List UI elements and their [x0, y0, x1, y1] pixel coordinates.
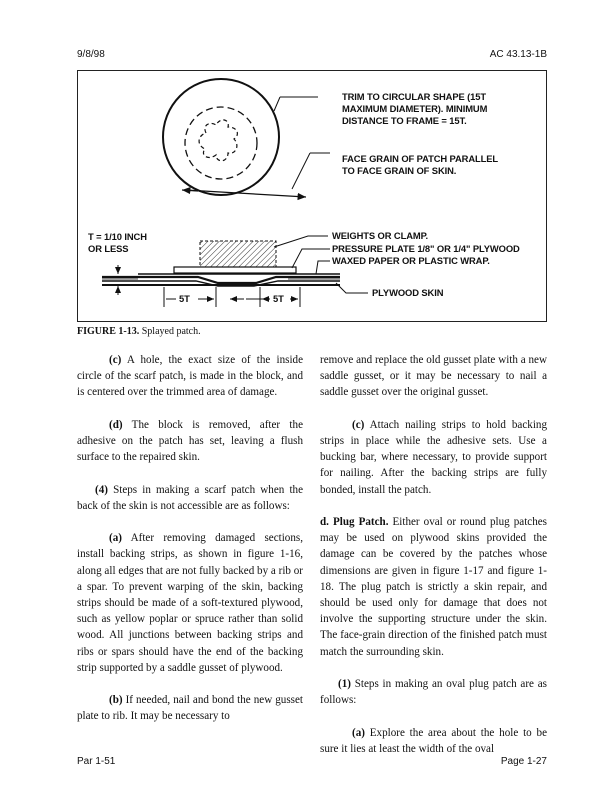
patch-inner-circle	[185, 107, 257, 179]
caption-label: FIGURE 1-13.	[77, 326, 140, 337]
para-c2-label: (c)	[352, 418, 365, 431]
para-4	[77, 482, 303, 514]
label-plywood-skin: PLYWOOD SKIN	[372, 287, 444, 298]
para-1	[320, 676, 547, 708]
figure-splayed-patch	[77, 70, 547, 322]
para-d-text: The block is removed, after the adhesive on the patch has set, leaving a flush surface to the repaired skin.	[77, 418, 303, 464]
header-date: 9/8/98	[77, 49, 105, 60]
para-c2	[320, 417, 547, 498]
patch-outer-circle	[163, 79, 279, 195]
plug-patch-heading: d. Plug Patch.	[320, 516, 389, 528]
header-doc-id: AC 43.13-1B	[489, 49, 547, 60]
label-pressure-plate: PRESSURE PLATE 1/8" OR 1/4" PLYWOOD	[332, 243, 520, 254]
para-a	[77, 530, 303, 676]
para-a-text: After removing damaged sections, install backing strips, as shown in figure 1-16, along all edges that are not fully backed by a rib or a spar. To prevent warping of the skin, backing strips should be made of a soft-textured plywood, such as yellow poplar or spruce rather than solid wood. All junctions between backing strips and ribs or spars should have the end of the backing strip supported by a saddle gusset of plywood.	[77, 532, 303, 674]
footer-par: Par 1-51	[77, 756, 116, 767]
para-c2-text: Attach nailing strips to hold backing strips in place while the adhesive sets. Use a bucking bar, where necessary, to provide support for nailing. After the backing strips are fully bonded, install the patch.	[320, 418, 547, 496]
para-1-text: Steps in making an oval plug patch are as follows:	[320, 678, 547, 707]
label-t-2: OR LESS	[88, 243, 129, 254]
figure-caption	[77, 326, 201, 337]
footer-page: Page 1-27	[500, 756, 547, 767]
plug-patch-text: Either oval or round plug patches may be used on plywood skins provided the damage can be covered by the patches whose dimensions are given in figure 1-17 and figure 1-18. The plug patch is strictly a skin repair, and should be used only for damage that does not involve the supporting structure under the skin. The face-grain direction of the finished patch must match the surrounding skin.	[320, 516, 548, 658]
label-weights: WEIGHTS OR CLAMP.	[332, 230, 429, 241]
label-dim-5t-1: 5T	[179, 293, 190, 304]
label-trim-3: DISTANCE TO FRAME = 15T.	[342, 115, 467, 126]
label-trim-2: MAXIMUM DIAMETER). MINIMUM	[342, 103, 488, 114]
para-b-label: (b)	[109, 694, 123, 707]
damage-outline	[199, 120, 237, 161]
para-d-label: (d)	[109, 418, 123, 431]
left-column	[77, 352, 303, 741]
para-a2	[320, 725, 547, 757]
para-a2-label: (a)	[352, 726, 365, 739]
pressure-plate	[174, 267, 296, 273]
para-c-label: (c)	[109, 354, 122, 366]
para-d	[77, 417, 303, 466]
para-b	[77, 692, 303, 724]
para-plug-patch	[320, 514, 547, 660]
weights-block	[200, 241, 276, 267]
para-continued	[320, 352, 547, 401]
label-trim-1: TRIM TO CIRCULAR SHAPE (15T	[342, 91, 487, 102]
right-column	[320, 352, 547, 773]
para-c	[77, 352, 303, 401]
para-b-text: If needed, nail and bond the new gusset plate to rib. It may be necessary to	[77, 694, 303, 723]
caption-text: Splayed patch.	[139, 326, 201, 337]
label-grain-1: FACE GRAIN OF PATCH PARALLEL	[342, 153, 499, 164]
para-a-label: (a)	[109, 532, 122, 545]
para-4-text: Steps in making a scarf patch when the back of the skin is not accessible are as follows:	[77, 483, 303, 512]
label-grain-2: TO FACE GRAIN OF SKIN.	[342, 165, 457, 176]
para-4-label: (4)	[95, 483, 108, 496]
label-waxed-paper: WAXED PAPER OR PLASTIC WRAP.	[332, 255, 490, 266]
para-1-label: (1)	[338, 678, 351, 691]
para-a2-text: Explore the area about the hole to be sure it lies at least the width of the oval	[320, 726, 547, 755]
para-continued-text: remove and replace the old gusset plate with a new saddle gusset, or it may be necessary to nail a saddle gusset over the original gusset.	[320, 354, 547, 399]
para-c-text: A hole, the exact size of the inside circle of the scarf patch, is made in the block, and is centered over the trimmed area of damage.	[77, 354, 303, 399]
label-dim-5t-2: 5T	[273, 293, 284, 304]
label-t-1: T = 1/10 INCH	[88, 231, 147, 242]
